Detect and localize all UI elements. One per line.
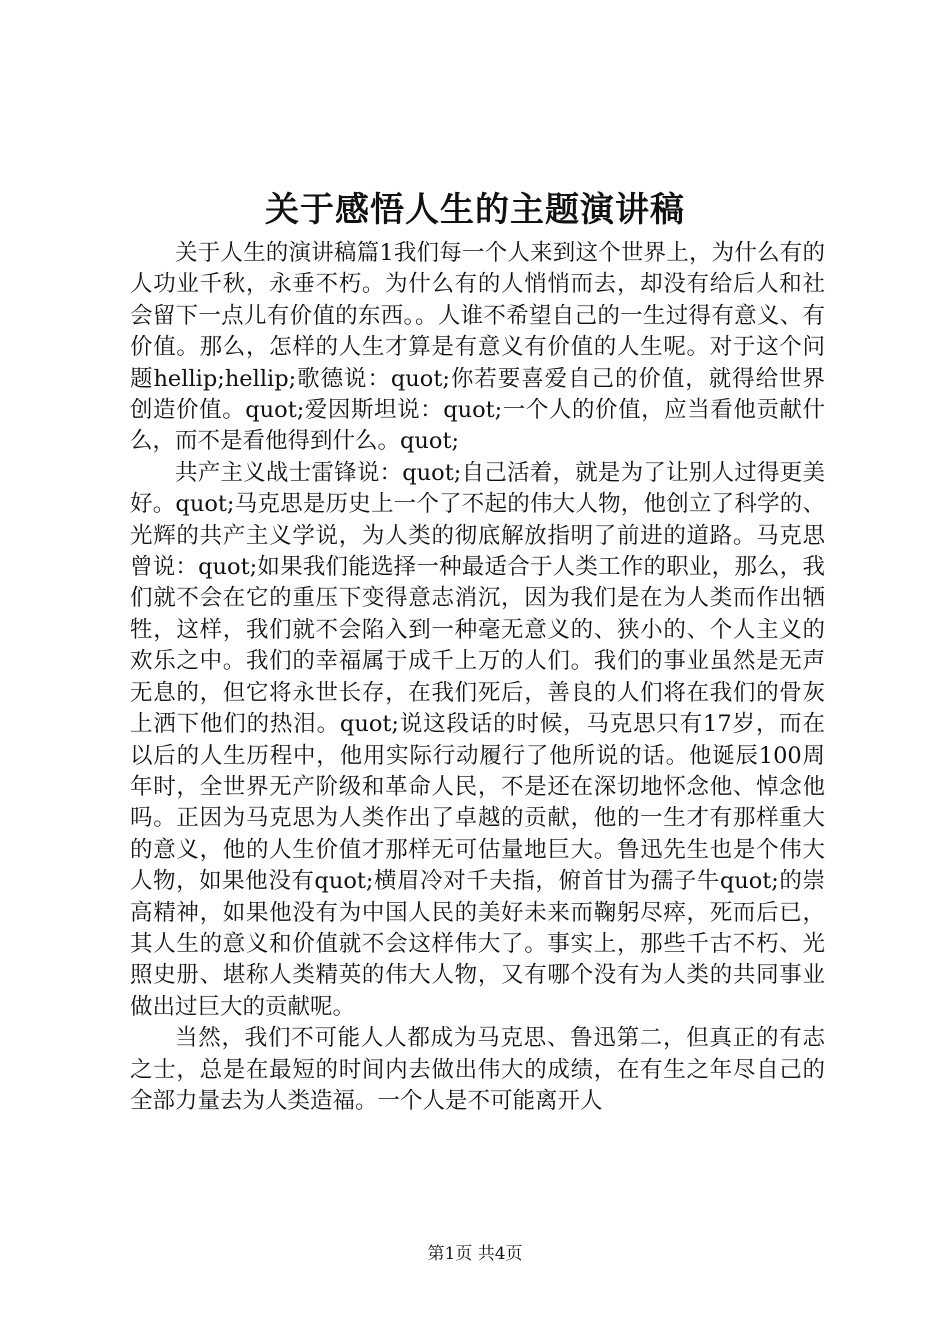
paragraph-2: 共产主义战士雷锋说：quot;自己活着，就是为了让别人过得更美好。quot;马克思是历史上一个了不起的伟大人物，他创立了科学的、光辉的共产主义学说，为人类的彻底解放指明了前进的道路。马克思曾说：quot;如果我们能选择一种最适合于人类工作的职业，那么，我们就不会在它的重压下变得意志消沉，因为我们是在为人类而作出牺牲，这样，我们就不会陷入到一种毫无意义的、狭小的、个人主义的欢乐之中。我们的幸福属于成千上万的人们。我们的事业虽然是无声无息的，但它将永世长存，在我们死后，善良的人们将在我们的骨灰上洒下他们的热泪。quot;说这段话的时候，马克思只有17岁，而在以后的人生历程中，他用实际行动履行了他所说的话。他诞辰100周年时，全世界无产阶级和革命人民，不是还在深切地怀念他、悼念他吗。正因为马克思为人类作出了卓越的贡献，他的一生才有那样重大的意义，他的人生价值才那样无可估量地巨大。鲁迅先生也是个伟大人物，如果他没有quot;横眉冷对千夫指，俯首甘为孺子牛quot;的崇高精神，如果他没有为中国人民的美好未来而鞠躬尽瘁，死而后已，其人生的意义和价值就不会这样伟大了。事实上，那些千古不朽、光照史册、堪称人类精英的伟大人物，又有哪个没有为人类的共同事业做出过巨大的贡献呢。 xyxy=(130,459,825,1020)
document-body xyxy=(130,238,825,1117)
page-title: 关于感悟人生的主题演讲稿 xyxy=(265,190,685,230)
page-number-footer: 第1页 共4页 xyxy=(427,1244,523,1264)
paragraph-3: 当然，我们不可能人人都成为马克思、鲁迅第二，但真正的有志之士，总是在最短的时间内去做出伟大的成绩，在有生之年尽自己的全部力量去为人类造福。一个人是不可能离开人 xyxy=(130,1025,825,1114)
paragraph-1: 关于人生的演讲稿篇1我们每一个人来到这个世界上，为什么有的人功业千秋，永垂不朽。为什么有的人悄悄而去，却没有给后人和社会留下一点儿有价值的东西。。人谁不希望自己的一生过得有意义、有价值。那么，怎样的人生才算是有意义有价值的人生呢。对于这个问题hellip;hellip;歌德说：quot;你若要喜爱自己的价值，就得给世界创造价值。quot;爱因斯坦说：quot;一个人的价值，应当看他贡献什么，而不是看他得到什么。quot; xyxy=(130,240,825,455)
